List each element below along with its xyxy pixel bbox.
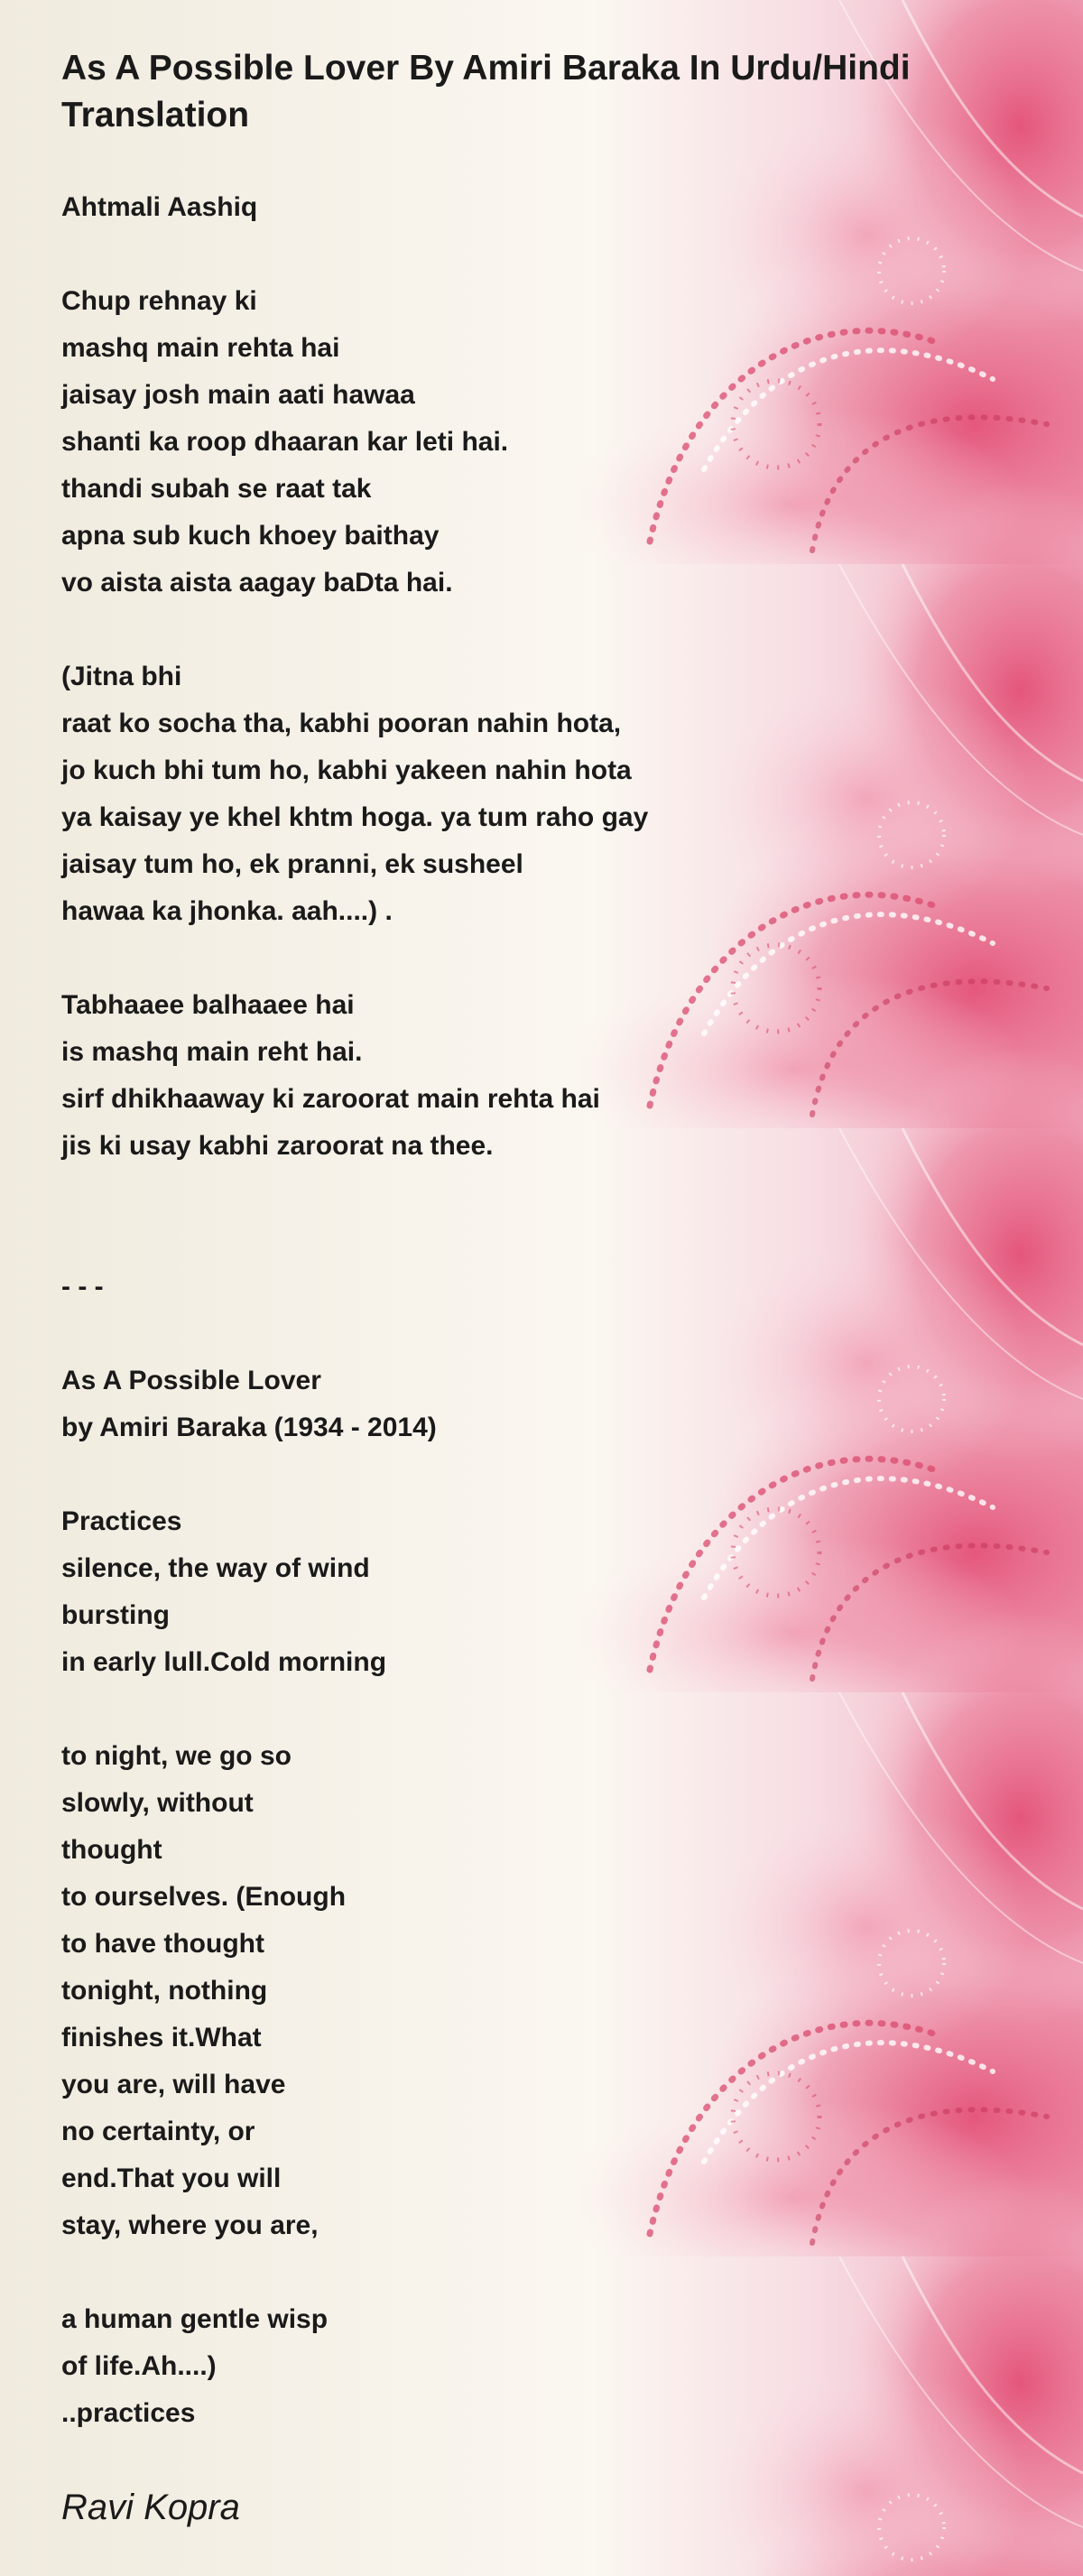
poem-line: by Amiri Baraka (1934 - 2014) (61, 1413, 437, 1442)
stanza-break (61, 1451, 874, 1498)
poem-line: Chup rehnay ki (61, 286, 257, 316)
poem-line: (Jitna bhi (61, 662, 182, 691)
poem-line: to night, we go so (61, 1741, 292, 1771)
poem-line: vo aista aista aagay baDta hai. (61, 568, 453, 598)
poem-line: finishes it.What (61, 2023, 262, 2052)
poem-line: no certainty, or (61, 2117, 255, 2146)
poem-line: Practices (61, 1506, 182, 1536)
poem-line: you are, will have (61, 2070, 286, 2099)
poem-line: jo kuch bhi tum ho, kabhi yakeen nahin hota (61, 755, 632, 785)
poem-line: hawaa ka jhonka. aah....) . (61, 896, 393, 926)
poem-line: thandi subah se raat tak (61, 474, 372, 504)
stanza-break (61, 2249, 874, 2296)
stanza-break (61, 935, 874, 982)
poem-line: Tabhaaee balhaaee hai (61, 990, 355, 1020)
stanza-break (61, 1217, 874, 1264)
stanza-break (61, 1311, 874, 1357)
poem-line: jis ki usay kabhi zaroorat na thee. (61, 1131, 494, 1161)
poem-line: to ourselves. (Enough (61, 1882, 347, 1912)
poem-line: shanti ka roop dhaaran kar leti hai. (61, 427, 509, 457)
poem-line: ya kaisay ye khel khtm hoga. ya tum raho gay (61, 802, 649, 832)
poem-line: slowly, without (61, 1788, 254, 1818)
stanza-break (61, 1170, 874, 1217)
poem-line: to have thought (61, 1929, 264, 1959)
poem-line: is mashq main reht hai. (61, 1037, 363, 1067)
poem-line: silence, the way of wind (61, 1553, 370, 1583)
poem-line: a human gentle wisp (61, 2304, 329, 2334)
poem-body (61, 184, 874, 2437)
poem-line: sirf dhikhaaway ki zaroorat main rehta hai (61, 1084, 600, 1114)
poem-line: Ahtmali Aashiq (61, 192, 258, 222)
poem-line: jaisay josh main aati hawaa (61, 380, 415, 410)
poem-line: raat ko socha tha, kabhi pooran nahin hota, (61, 709, 622, 738)
poem-line: end.That you will (61, 2164, 282, 2193)
translator-signature: Ravi Kopra (61, 2488, 240, 2527)
stanza-break (61, 1686, 874, 1733)
poem-line: in early lull.Cold morning (61, 1647, 387, 1677)
poem-line: of life.Ah....) (61, 2351, 217, 2381)
stanza-break (61, 607, 874, 653)
poem-line: mashq main rehta hai (61, 333, 340, 363)
poem-line: apna sub kuch khoey baithay (61, 521, 440, 551)
poem-line: ..practices (61, 2398, 196, 2428)
poem-title: As A Possible Lover By Amiri Baraka In Urdu/Hindi Translation (61, 49, 911, 134)
poem-line: jaisay tum ho, ek pranni, ek susheel (61, 849, 523, 879)
poem-line: stay, where you are, (61, 2210, 319, 2240)
poem-line: - - - (61, 1272, 104, 1302)
poem-line: As A Possible Lover (61, 1366, 321, 1395)
poem-line: thought (61, 1835, 162, 1865)
poem-line: bursting (61, 1600, 170, 1630)
poem-line: tonight, nothing (61, 1976, 268, 2006)
stanza-break (61, 231, 874, 278)
